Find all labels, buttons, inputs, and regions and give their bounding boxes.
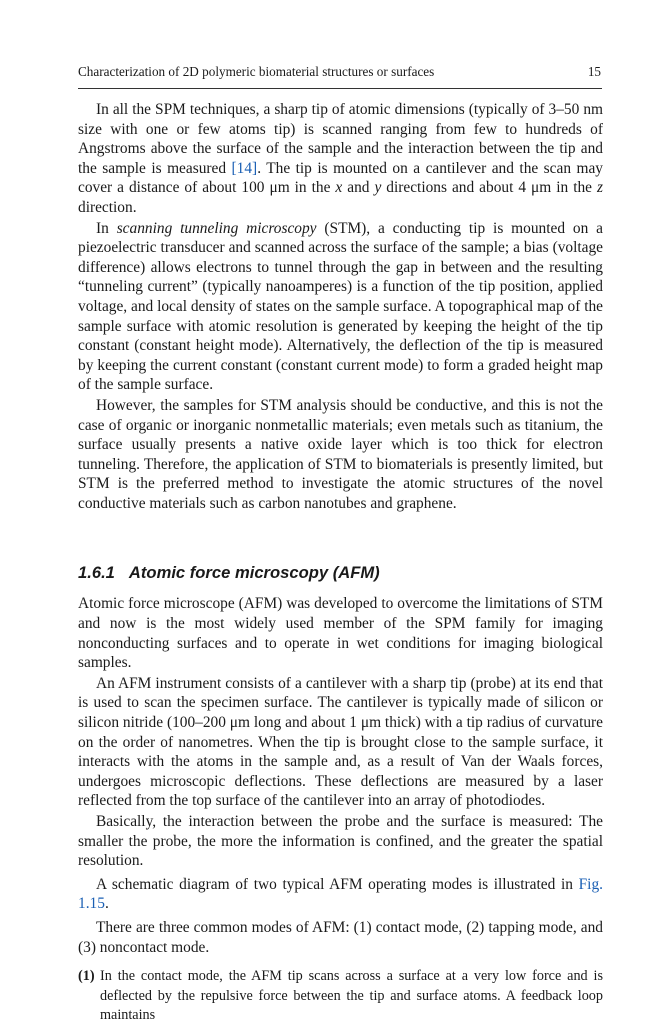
section-heading: [78, 563, 603, 583]
list-item: [78, 967, 603, 1025]
paragraph-afm-instrument: An AFM instrument consists of a cantilever with a sharp tip (probe) at its end that is used to scan the specimen surface. The cantilever is typically made of silicon or silicon nitride (100–200 μm long and about 1 μm thick) with a tip radius of curvature on the order of nanometres. When the tip is brought close to the sample surface, it interacts with the atoms in the sample and, as a result of Van der Waals forces, undergoes microscopic deflections. These deflections are measured by a laser reflected from the top surface of the cantilever into an array of photodiodes.: [78, 674, 603, 810]
paragraph-stm: [78, 219, 603, 395]
paragraph-afm-resolution: Basically, the interaction between the probe and the surface is measured: The smaller the probe, the more the information is confined, and the greater the spatial resolution.: [78, 813, 603, 870]
paragraph-afm-intro: Atomic force microscope (AFM) was developed to overcome the limitations of STM and now is the most widely used member of the SPM family for imaging nonconducting surfaces and to operate in wet conditions for imaging biological samples.: [78, 595, 603, 672]
figure-link[interactable]: Fig. 1.15: [78, 875, 603, 913]
paragraph-spm-intro: [78, 100, 603, 218]
running-header: [78, 60, 602, 89]
running-title: Characterization of 2D polymeric biomaterial structures or surfaces: [78, 64, 435, 79]
text-run: (STM), a conducting tip is mounted on a piezoelectric transducer and scanned across the surface of the sample; a bias (voltage difference) allows electrons to tunnel through the gap in between and the resulting “tunneling current” (typically nanoamperes) is a function of the tip position, applied voltage, and local density of states on the sample surface. A topographical map of the sample surface with atomic resolution is generated by keeping the height of the tip constant (constant height mode). Alternatively, the deflection of the tip is measured by keeping the current constant (constant current mode) to form a graded height map of the sample surface.: [78, 219, 603, 394]
italic-term: scanning tunneling microscopy: [116, 219, 317, 237]
text-run: and: [342, 179, 375, 197]
italic-variable: x: [335, 179, 343, 197]
text-run: direction.: [78, 198, 137, 216]
list-item-text: In the contact mode, the AFM tip scans across a surface at a very low force and is deflected by the repulsive force between the tip and surface atoms. A feedback loop maintains: [100, 968, 603, 1023]
text-run: In all the SPM techniques, a sharp tip of atomic dimensions (typically of 3–50 nm size with one or few atoms tip) is scanned ranging from few to hundreds of Angstroms above the surface of the sample and the interaction between the tip and the sample is measured: [78, 101, 603, 177]
text-run: . The tip is mounted on a cantilever and the scan may cover a distance of about 100 μm in the: [78, 159, 604, 197]
italic-variable: z: [596, 179, 603, 197]
list-item-number: (1): [78, 968, 95, 985]
text-run: A schematic diagram of two typical AFM operating modes is illustrated in: [96, 875, 579, 893]
paragraph-stm-limits: However, the samples for STM analysis should be conductive, and this is not the case of organic or inorganic nonmetallic materials; even metals such as titanium, the surface usually presents a native oxide layer which is too thick for electron tunneling. Therefore, the application of STM to biomaterials is presently limited, but STM is the preferred method to investigate the atomic structures of the novel conductive materials such as carbon nanotubes and graphene.: [78, 396, 603, 512]
text-run: In: [96, 219, 117, 237]
text-run: directions and about 4 μm in the: [381, 179, 597, 197]
section-title: Atomic force microscopy (AFM): [128, 563, 380, 583]
paragraph-figure-ref: [78, 875, 603, 914]
italic-variable: y: [374, 179, 382, 197]
citation-link[interactable]: [14]: [231, 159, 258, 177]
page-number: 15: [587, 64, 601, 79]
page-body: [78, 100, 603, 1025]
paragraph-afm-modes: There are three common modes of AFM: (1) contact mode, (2) tapping mode, and (3) noncontact mode.: [78, 918, 603, 956]
text-run: .: [104, 895, 109, 913]
section-number: 1.6.1: [78, 563, 115, 583]
